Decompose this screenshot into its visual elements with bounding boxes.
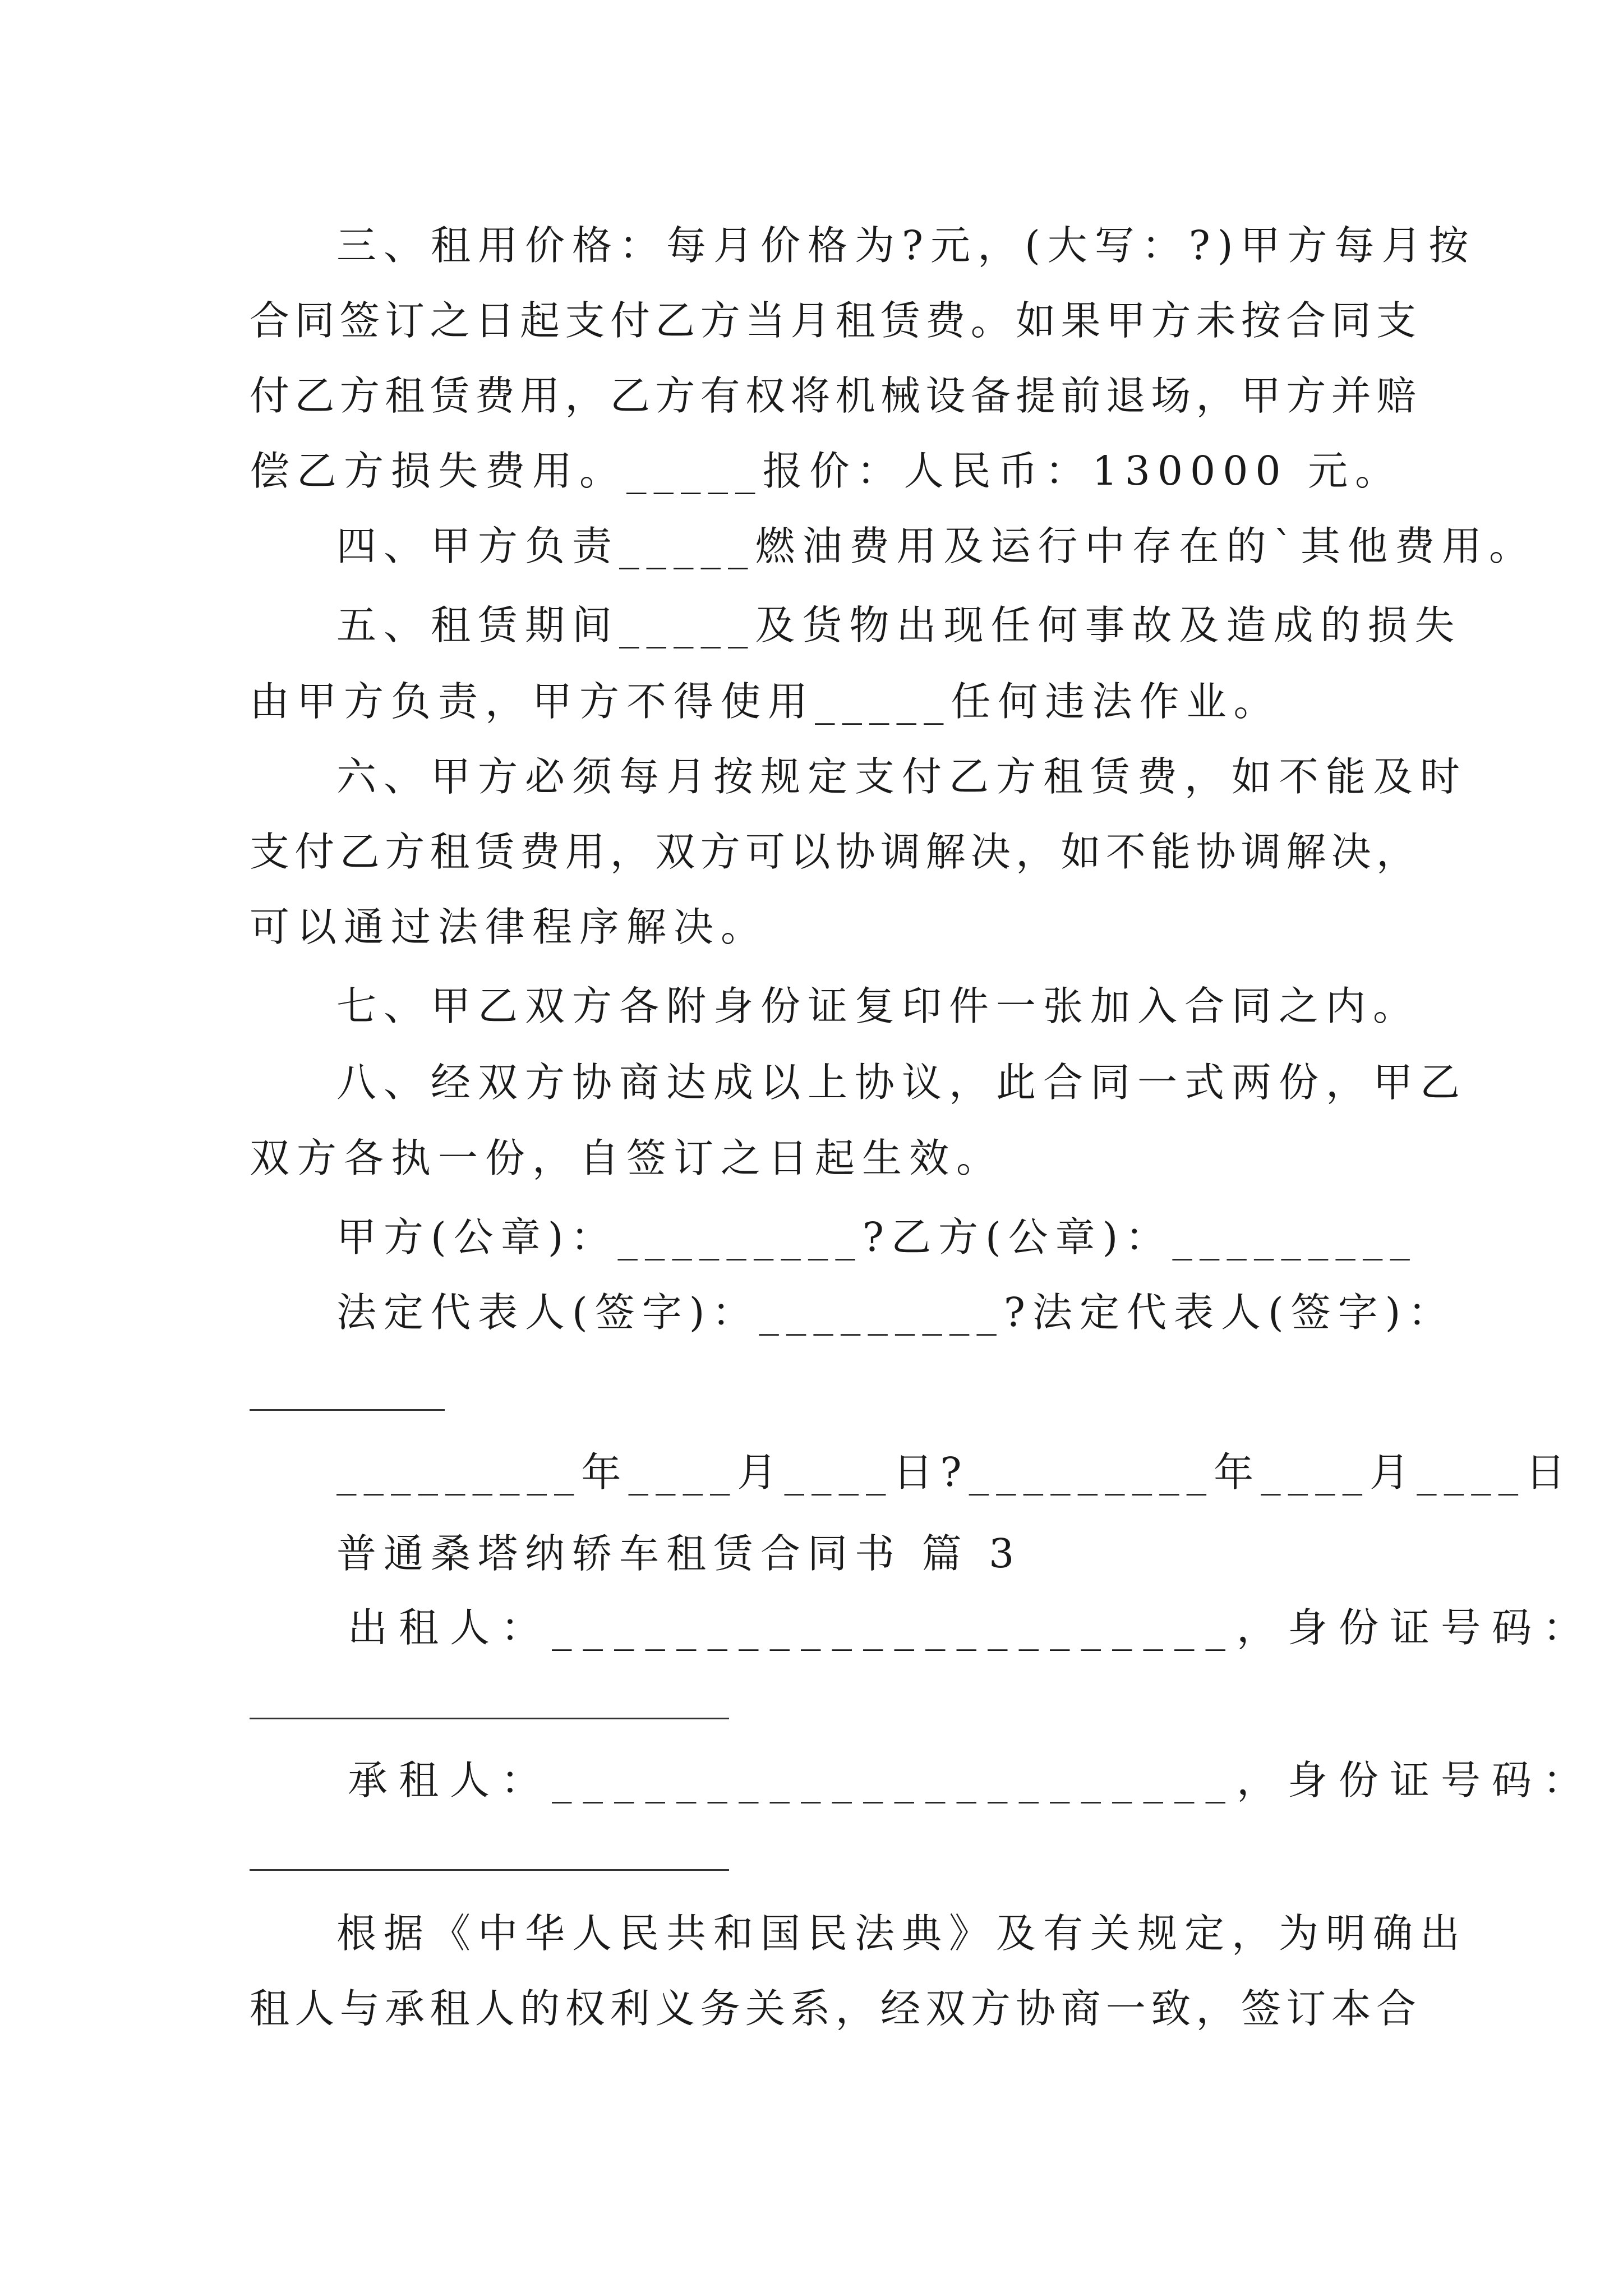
lessee-id-blank-rule: [250, 1869, 729, 1871]
legal-rep-signature-line: 法定代表人(签字)：_________?法定代表人(签字)：: [336, 1289, 1455, 1336]
lessee-line: 承租人：______________________，身份证号码：: [348, 1757, 1594, 1803]
clause-3-line-2: 合同签订之日起支付乙方当月租赁费。如果甲方未按合同支: [250, 297, 1416, 344]
clause-8-line-1: 八、经双方协商达成以上协议，此合同一式两份，甲乙: [336, 1059, 1468, 1106]
date-line: _________年____月____日?_________年____月____日: [336, 1449, 1573, 1496]
clause-8-line-2: 双方各执一份，自签订之日起生效。: [250, 1135, 1004, 1181]
party-seal-line: 甲方(公章)：_________?乙方(公章)：_________: [336, 1214, 1417, 1260]
clause-5-line-1: 五、租赁期间_____及货物出现任何事故及造成的损失: [336, 602, 1462, 648]
clause-7-line-1: 七、甲乙双方各附身份证复印件一张加入合同之内。: [336, 983, 1421, 1029]
preamble-line-2: 租人与承租人的权利义务关系，经双方协商一致，签订本合: [250, 1985, 1416, 2032]
clause-6-line-2: 支付乙方租赁费用，双方可以协调解决，如不能协调解决，: [250, 829, 1416, 875]
preamble-line-1: 根据《中华人民共和国民法典》及有关规定，为明确出: [336, 1910, 1468, 1957]
clause-3-line-1: 三、租用价格：每月价格为?元，(大写：?)甲方每月按: [336, 222, 1476, 269]
lessor-id-blank-rule: [250, 1718, 729, 1719]
clause-3-line-4: 偿乙方损失费用。_____报价：人民币：130000 元。: [250, 448, 1403, 494]
clause-6-line-3: 可以通过法律程序解决。: [250, 904, 768, 950]
clause-4-line-1: 四、甲方负责_____燃油费用及运行中存在的`其他费用。: [336, 523, 1537, 569]
signature-blank-rule: [250, 1409, 445, 1411]
clause-5-line-2: 由甲方负责，甲方不得使用_____任何违法作业。: [250, 678, 1281, 725]
clause-3-line-3: 付乙方租赁费用，乙方有权将机械设备提前退场，甲方并赔: [250, 372, 1416, 419]
lessor-line: 出租人：______________________，身份证号码：: [348, 1604, 1594, 1651]
section-title: 普通桑塔纳轿车租赁合同书 篇 3: [336, 1530, 1022, 1577]
clause-6-line-1: 六、甲方必须每月按规定支付乙方租赁费，如不能及时: [336, 753, 1468, 800]
